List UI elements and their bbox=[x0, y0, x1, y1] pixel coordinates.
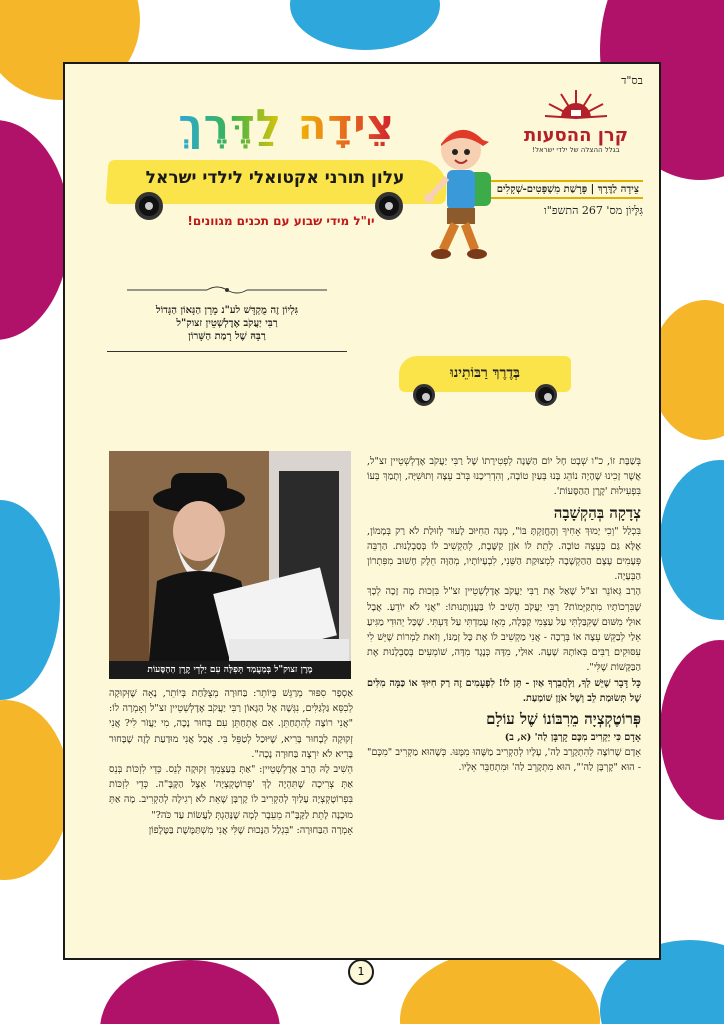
story-paragraph-1: אַסְפָר סִפּוּר מְרַגֵּשׁ בְּיוֹתֵר: בַּחוּרָה מְצֻלַּחַת בְּיוֹתֵר, נָאָה שֶׁזְּקוּקָה לְכִסֵּא גַּלְגַּלִּים, נִגְּשָׁה אֶל הַגָּאוֹן רַבִּי יַעֲקֹב אֶדֶלְשְׁטֵיין זצ"ל וְאָמְרָה לוֹ: "אֲנִי רוֹצָה לְהִתְחַתֵּן. אִם אֶתְחַתֵּן עִם בָּחוּר נָכֶה, מִי יַעֲזֹר לִי? אֲנִי זְקוּקָה לְבָחוּר בָּרִיא, שֶׁיּוּכַל לְטַפֵּל בִּי. אֲבָל אֲנִי מוּדַעַת לָזֶה שֶׁבָּחוּר בָּרִיא לֹא יִרְצֶה בַּחוּרָה נָכָה". bbox=[109, 688, 353, 760]
article-paragraph-3: כָּל דָּבָר שֶׁיֵּשׁ לְךָ, וַלְחֲבֵרְךָ אַיִן - תֵּן לוֹ! לִפְעָמִים זֶה רַק חִיּוּךְ אוֹ כַּמָּה מִלִּים שֶׁל תְּשׂוּמַת לֵב וְשֶׁל אֹזֶן שׁוֹמַעַת. bbox=[367, 677, 641, 704]
bg-blob-purple-right2 bbox=[660, 640, 724, 820]
bg-blob-purple-left bbox=[0, 120, 70, 340]
org-name: קרן ההסעות bbox=[524, 125, 628, 146]
newsletter-page bbox=[63, 62, 661, 978]
dedication-line-3: רַבָּהּ שֶׁל רָמַת הַשָּׁרוֹן bbox=[188, 331, 266, 342]
article-heading-1: צְדָקָה בְּהַקְשָׁבָה bbox=[553, 503, 641, 522]
bg-blob-purple-bottom bbox=[100, 960, 280, 1024]
org-logo bbox=[511, 86, 641, 154]
org-slogan: בגלל ההצלה של ילדי ישראל! bbox=[532, 146, 620, 154]
masthead-tagline: יו"ל מידי שבוע עם תכנים מגוונים! bbox=[187, 214, 375, 228]
bus-wheel-icon bbox=[535, 384, 557, 406]
article-paragraph-4: אָדָם שֶׁרוֹצֶה לְהִתְקָרֵב לַה', עָלָיו לְהַקְרִיב מַשֶּׁהוּ מִמֶּנּוּ. כְּשֶׁהוּא מַקְרִיב "מִכֶּם" - הוּא "קָרְבָּן לַה'", הוּא מִתְקָרֵב לַה' וּמִתְחַבֵּר אֵלָיו. bbox=[367, 747, 641, 774]
sun-logo-icon bbox=[541, 86, 611, 122]
article-intro: בְּשַׁבָּת זוֹ, כ"ו שְׁבָט חָל יוֹם הַשָּׁנָה לְפְטִירָתוֹ שֶׁל רַבִּי יַעֲקֹב אֶדֶלְשְׁטֵיין זצ"ל, אֲשֶׁר זָכִינוּ שֶׁהָיָה נוֹהֵג בָּנוּ בְּעַיִן טוֹבָה, וְהִדְרִיכָנוּ בְּרֹב עֵצָה וְתוּשִׁיָּה, וְתָמַךְ בְּעוֹ בִּפְעִילוּת 'קֶרֶן הַהַסָּעוֹת'. bbox=[367, 456, 641, 498]
masthead bbox=[105, 88, 465, 238]
dedication-box bbox=[107, 284, 347, 352]
article-paragraph-2: הָרַב גְּאוֹנֵר זצ"ל שָׁאַל אֶת רַבִּי יַעֲקֹב אֶדֶלְשְׁטֵיין זצ"ל בִּזְכוּת מָה זָכָה לְכָךְ שֶׁבִּרְכוֹתָיו מִתְקַיְּמוֹת? רַבִּי יַעֲקֹב הֵשִׁיב לוֹ בַּעֲנָוְתָנוּתוֹ: "אֲנִי לֹא יוֹדֵעַ. אֲבָל אוּלַי מִשּׁוּם שֶׁקִּבַּלְתִּי עַל עַצְמִי קַבָּלָה, מֵאָז עָמַדְתִּי עַל דַּעְתִּי. שֶׁכָּל יְהוּדִי מַגִּיעַ אֵלַי לְבַקֵּשׁ עֵצָה אוֹ בְּרָכָה - אֲנִי מַקְשִׁיב לוֹ אֶת כָּל זְמַנּוֹ, וְזֹאת לַמְרוֹת שֶׁיֵּשׁ לִי עִסּוּקִים רַבִּים בְּאוֹתָהּ שָׁעָה. אוּלַי, מִדָּה כְּנֶגֶד מִדָּה, שׁוֹמְעִים בְּסַבְלָנוּת אֶת הַבַּקָּשׁוֹת שֶׁלִּי". bbox=[367, 586, 641, 674]
masthead-title-text: צֵידָה לַדֶּרֶךְ bbox=[178, 100, 395, 149]
bg-blob-blue-right bbox=[660, 460, 724, 620]
masthead-subtitle: עלון תורני אקטואלי לילדי ישראל bbox=[145, 168, 405, 188]
article-right-column bbox=[367, 454, 641, 776]
section-title: בְּדֶרֶךְ רַבּוֹתֵינוּ bbox=[450, 365, 520, 381]
page-number: 1 bbox=[348, 959, 374, 985]
article-heading-2: פְּרוֹטֶקְצְיָה מֵרִבּוֹנוֹ שֶׁל עוֹלָם bbox=[486, 710, 641, 729]
dedication-line-2: רַבִּי יַעֲקֹב אֶדֶלְשְׁטֵין זצוק"ל bbox=[176, 318, 278, 329]
bg-blob-yellow-bottom bbox=[400, 950, 600, 1024]
bg-blob-blue-top bbox=[290, 0, 440, 50]
series-bar: צֵידָה לַדֶּרֶךְ | פָּרָשַׁת מִשְׁפָּטִים-שְׁקָלִים bbox=[465, 180, 643, 199]
bg-blob-blue-left bbox=[0, 500, 60, 700]
article-verse: אָדָם כִּי יַקְרִיב מִכֶּם קָרְבָּן לַה' (א, ב) bbox=[504, 732, 641, 744]
bsd-mark: בס"ד bbox=[621, 74, 643, 87]
ornament-icon bbox=[107, 284, 347, 296]
article-paragraph-1: בִּכְלַל "וְכִי יָמוּךְ אָחִיךָ וְהֶחֱזַקְתָּ בּוֹ", מְנָה הַחִיּוּב לָעוּר לְזוּלַת לֹא רַק בְּמָמוֹן, אֶלָּא גַּם בְּעֵצָה טוֹבָה. לָתֵת לוֹ אֹזֶן קַשֶּׁבֶת, לְהַקְשִׁיב לוֹ בְּסַבְלָנוּת. הַרְבֵּה פְּעָמִים עֶצֶם הַהַקְשָׁבָה לִמְצוּקַת הַשֵּׁנִי, לִבְעָיוֹתָיו, מְהַוָּה חֵלֶק חָשׁוּב מִפִּתְרוֹן הַבְּעָיָה. bbox=[367, 525, 641, 583]
story-paragraph-3: אָמְרָה הַבַּחוּרָה: "בִּגְלַל הַנָּכוּת שֶׁלִּי אֲנִי מִשְׁתַּמֶּשֶׁת בַּטֶּלֶפוֹן bbox=[148, 824, 353, 836]
issue-line: גִּלָּיוֹן מס' 267 התשפ"ו bbox=[543, 204, 643, 217]
photo-caption: מָרָן זצוק"ל בְּמַעֲמַד תְּפִלָּה עִם יַלְדֵי קֶרֶן הַהַסָּעוֹת bbox=[109, 661, 351, 679]
dedication-rule bbox=[107, 351, 347, 352]
dedication-line-1: גִּלְיוֹן זֶה מֻקְדָּשׁ לע"נ מָרָן הַגָּאוֹן הַגָּדוֹל bbox=[155, 305, 299, 316]
bg-blob-yellow-left bbox=[0, 700, 70, 880]
rabbi-photo-illustration bbox=[109, 451, 351, 661]
bus-wheel-icon bbox=[413, 384, 435, 406]
masthead-title bbox=[178, 100, 395, 149]
bus-wheel-icon bbox=[135, 192, 163, 220]
kid-mascot-icon bbox=[417, 116, 507, 266]
article-left-column bbox=[109, 686, 353, 838]
rabbi-photo bbox=[109, 451, 351, 661]
bg-blob-yellow-right bbox=[650, 300, 724, 440]
section-header bbox=[399, 356, 571, 412]
story-paragraph-2: הֵשִׁיב לָהּ הָרַב אֶדֶלְשְׁטֵיין: "אַתְּ בְּעַצְמֵךְ זְקוּקָה לְנֵס. כְּדֵי לִזְכּוֹת בְּנֵס אַתְּ צְרִיכָה שֶׁתִּהְיֶה לָךְ 'פְּרוֹטֶקְצְיָה' אֵצֶל הַקָּבָּ"ה. כְּדֵי לִזְכּוֹת בִּפְרוֹטֶקְצְיָה עָלַיִךְ לְהַקְרִיב לוֹ קָרְבָּן שֶׁאֵת לֹא רְגִילָה לְהַקְרִיב. מָה אַתְּ מוּכָנָה לָתֵת לַקָּבָּ"ה מֵעֵבֶר לְמָה שֶׁנָּהַגְתְּ לַעֲשׂוֹת עַד כֹּה?" bbox=[109, 764, 353, 821]
